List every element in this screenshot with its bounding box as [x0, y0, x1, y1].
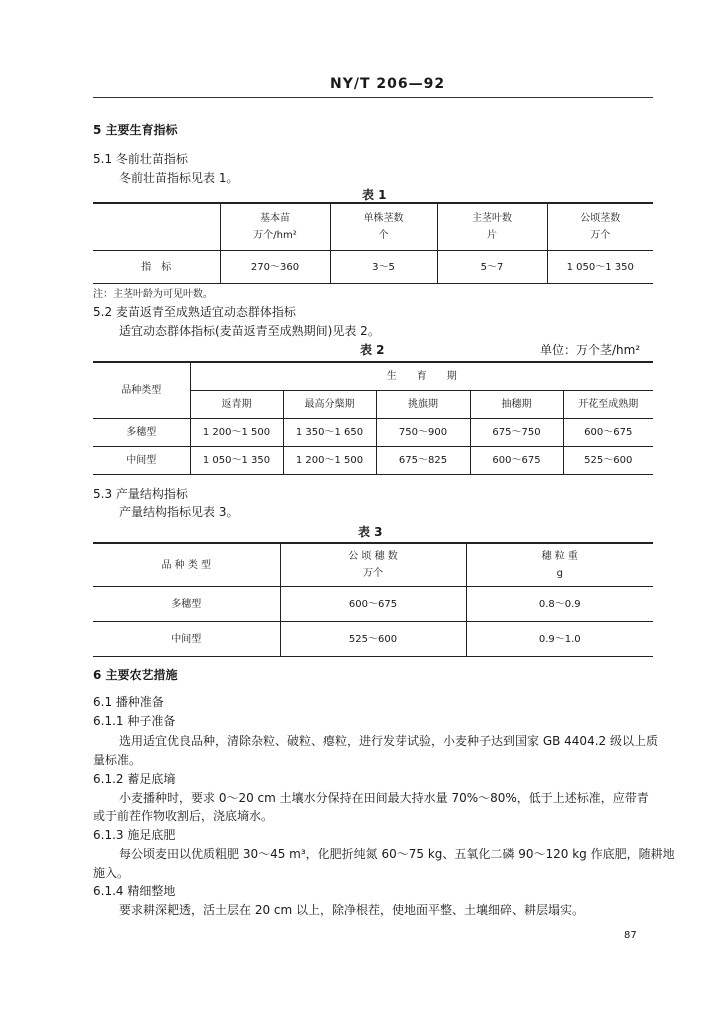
table-cell: 5～7: [437, 251, 547, 284]
table-1-header-cell: 主茎叶数 片: [437, 203, 547, 251]
table-1-header-cell: 单株茎数 个: [330, 203, 437, 251]
table-cell: 0.9～1.0: [466, 622, 653, 657]
table-2-group-row: [93, 362, 653, 391]
section-6-1-2-text-cont: 或于前茬作物收割后，浇底墒水。: [93, 809, 274, 823]
table-row: [93, 587, 653, 622]
table-1-caption: 表 1: [362, 188, 387, 202]
table-2-stage-header: 最高分蘖期: [283, 391, 376, 419]
table-cell: 多穗型: [93, 419, 190, 447]
table-cell: 1 050～1 350: [547, 251, 653, 284]
section-5-2-text: 适宜动态群体指标(麦苗返青至成熟期间)见表 2。: [119, 324, 380, 338]
table-2-stage-header: 抽穗期: [470, 391, 563, 419]
section-5-1-text: 冬前壮苗指标见表 1。: [119, 171, 239, 185]
table-row: [93, 419, 653, 447]
section-6-1-4-heading: 6.1.4 精细整地: [93, 884, 176, 898]
section-6-1-3-text: 每公顷麦田以优质粗肥 30～45 m³，化肥折纯氮 60～75 kg、五氧化二磷 90～120 kg 作底肥，随耕地: [119, 847, 675, 861]
table-1-header-cell: 公顷茎数 万个: [547, 203, 653, 251]
table-1-header-cell: [93, 203, 220, 251]
table-cell: 750～900: [376, 419, 470, 447]
table-cell: 675～750: [470, 419, 563, 447]
table-3-caption: 表 3: [358, 525, 383, 539]
table-3: [93, 542, 653, 657]
table-3-header-cell: 品 种 类 型: [93, 543, 280, 587]
section-5-3-text: 产量结构指标见表 3。: [119, 505, 239, 519]
table-cell: 3～5: [330, 251, 437, 284]
section-6-1-2-text: 小麦播种时，要求 0～20 cm 土壤水分保持在田间最大持水量 70%～80%，低于上述标准，应带青: [119, 791, 649, 805]
table-row: [93, 447, 653, 475]
section-5-2-heading: 5.2 麦苗返青至成熟适宜动态群体指标: [93, 305, 296, 319]
table-row: [93, 251, 653, 284]
section-6-1-1-text: 选用适宜优良品种，清除杂粒、破粒、瘪粒，进行发芽试验，小麦种子达到国家 GB 4404.2 级以上质: [119, 734, 658, 748]
table-row: [93, 622, 653, 657]
table-1-header-cell: 基本苗 万个/hm²: [220, 203, 330, 251]
table-2-stage-header: 开花至成熟期: [563, 391, 653, 419]
section-6-1-3-text-cont: 施入。: [93, 866, 130, 880]
standard-number: NY/T 206—92: [330, 76, 446, 92]
table-cell: 675～825: [376, 447, 470, 475]
section-5-1-heading: 5.1 冬前壮苗指标: [93, 152, 188, 166]
section-5-3-heading: 5.3 产量结构指标: [93, 487, 188, 501]
table-3-header-row: [93, 543, 653, 587]
table-cell: 600～675: [470, 447, 563, 475]
table-2-stage-header: 挑旗期: [376, 391, 470, 419]
table-1-header-row: [93, 203, 653, 251]
table-cell: 0.8～0.9: [466, 587, 653, 622]
table-cell: 600～675: [280, 587, 466, 622]
page-number: 87: [624, 930, 637, 941]
table-cell: 1 200～1 500: [190, 419, 283, 447]
section-6-1-heading: 6.1 播种准备: [93, 695, 164, 709]
table-cell: 指 标: [141, 261, 172, 273]
table-1-note: 注：主茎叶龄为可见叶数。: [93, 289, 213, 300]
table-3-header-cell: 公 顷 穗 数 万个: [280, 543, 466, 587]
table-2: [93, 361, 653, 475]
table-cell: 525～600: [563, 447, 653, 475]
table-3-header-cell: 穗 粒 重 g: [466, 543, 653, 587]
table-cell: 1 350～1 650: [283, 419, 376, 447]
table-cell: 多穗型: [93, 587, 280, 622]
section-6-1-4-text: 要求耕深耙透，活土层在 20 cm 以上，除净根茬，使地面平整、土壤细碎、耕层塌实。: [119, 903, 585, 917]
section-6-1-1-text-cont: 量标准。: [93, 753, 142, 767]
table-cell: 525～600: [280, 622, 466, 657]
section-6-1-1-heading: 6.1.1 种子准备: [93, 714, 176, 728]
table-2-group-header: 生 育 期: [190, 362, 653, 391]
table-1: [93, 202, 653, 284]
table-cell: 1 200～1 500: [283, 447, 376, 475]
table-cell: 中间型: [93, 447, 190, 475]
table-2-caption: 表 2: [360, 343, 385, 357]
table-cell: 270～360: [220, 251, 330, 284]
header-rule: [93, 97, 653, 98]
table-2-corner: 品种类型: [93, 362, 190, 419]
section-6-1-2-heading: 6.1.2 蓄足底墒: [93, 772, 176, 786]
table-cell: 中间型: [93, 622, 280, 657]
section-6-1-3-heading: 6.1.3 施足底肥: [93, 828, 176, 842]
section-5-heading: 5 主要生育指标: [93, 123, 178, 137]
table-2-stage-header: 返青期: [190, 391, 283, 419]
table-2-unit: 单位：万个茎/hm²: [540, 343, 641, 357]
section-6-heading: 6 主要农艺措施: [93, 668, 178, 682]
table-cell: 600～675: [563, 419, 653, 447]
table-cell: 1 050～1 350: [190, 447, 283, 475]
